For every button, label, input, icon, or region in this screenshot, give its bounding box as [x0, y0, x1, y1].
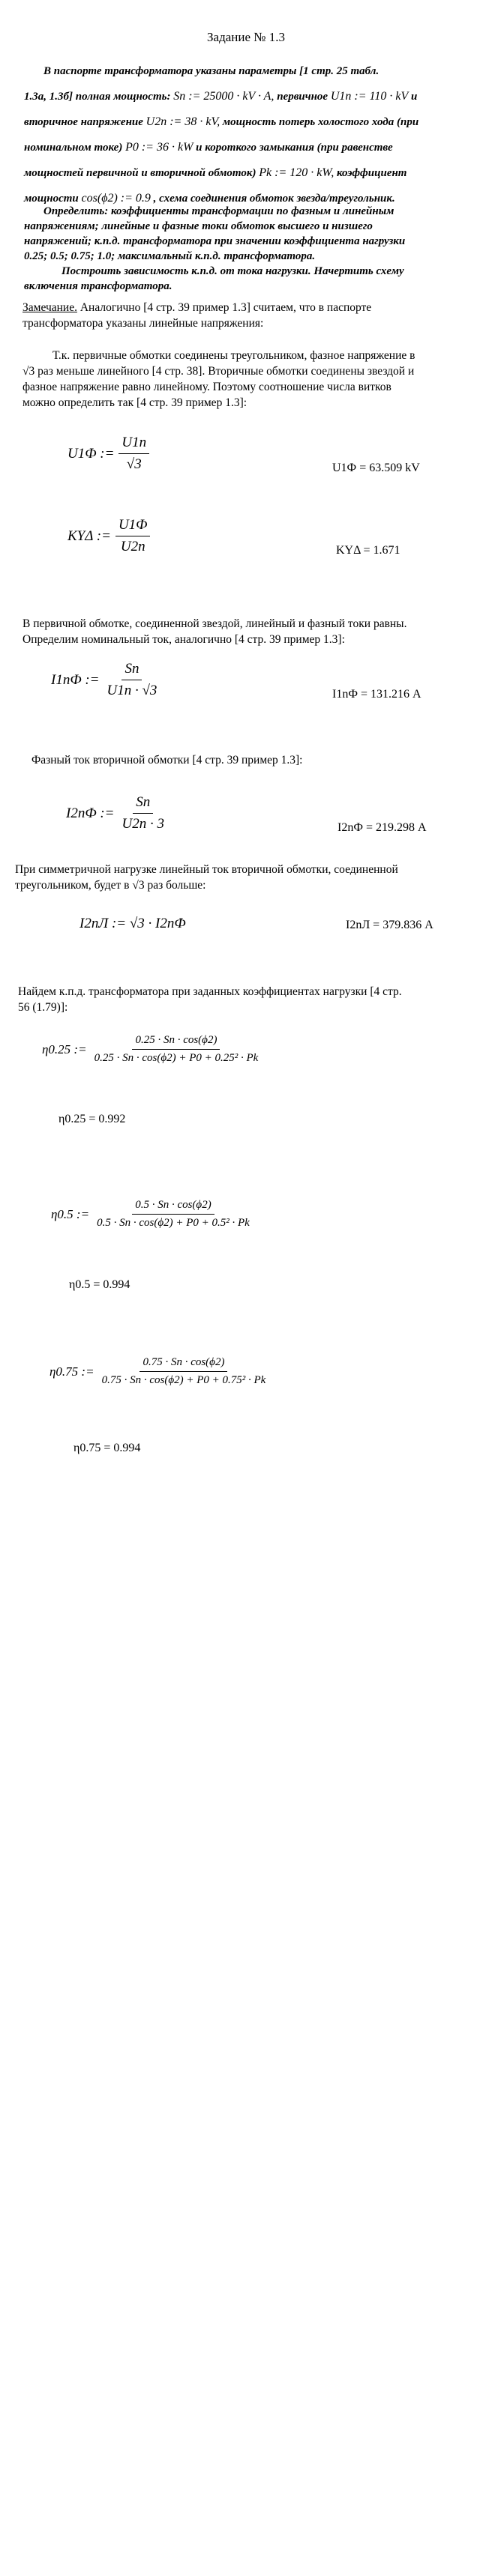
- u2n-definition: U2n := 38 · kV,: [146, 115, 220, 128]
- para2-line-1: В первичной обмотке, соединенной звездой, линейный и фазный токи равны.: [22, 617, 407, 630]
- fraction: [104, 661, 160, 699]
- sn-definition: Sn := 25000 · kV · A,: [173, 90, 274, 103]
- note-line-2: трансформатора указаны линейные напряжения:: [22, 317, 264, 330]
- task-line-4: [24, 135, 393, 160]
- task-text: и короткого замыкания (при равенстве: [196, 142, 393, 154]
- fraction-numerator: 0.25 · Sn · cos(ϕ2): [132, 1034, 220, 1050]
- para4-text: раз больше:: [144, 879, 206, 892]
- result-kyd: KYΔ = 1.671: [336, 544, 400, 557]
- note-text: Аналогично [4 стр. 39 пример 1.3] считаем, что в паспорте: [76, 301, 372, 314]
- result-i1nf: I1nФ = 131.216 A: [332, 688, 422, 701]
- equation-lhs: I1nФ :=: [51, 671, 100, 688]
- task-line-5: [24, 160, 406, 186]
- task-line-12: включения трансформатора.: [24, 280, 172, 292]
- task-text: коэффициент: [336, 167, 407, 179]
- fraction-numerator: U1n: [118, 435, 149, 454]
- fraction: [119, 794, 167, 832]
- result-eta-075: η0.75 = 0.994: [74, 1442, 141, 1454]
- equation-lhs: U1Ф :=: [68, 445, 115, 462]
- equation-eta-05: [51, 1199, 253, 1230]
- fraction-numerator: Sn: [133, 794, 153, 814]
- task-text: мощность потерь холостого хода (при: [222, 116, 419, 128]
- task-line-10: 0.25; 0.5; 0.75; 1.0; максимальный к.п.д. трансформатора.: [24, 250, 316, 262]
- fraction-denominator: √3: [126, 456, 142, 472]
- fraction-numerator: 0.5 · Sn · cos(ϕ2): [132, 1199, 214, 1215]
- task-line-3: [24, 109, 418, 135]
- para1-text: раз меньше линейного [4 стр. 38]. Вторичные обмотки соединены звездой и: [34, 365, 415, 378]
- fraction: [92, 1034, 262, 1065]
- task-line-9: напряжений; к.п.д. трансформатора при значении коэффициента нагрузки: [24, 235, 406, 247]
- result-i2nf: I2nФ = 219.298 A: [338, 821, 427, 834]
- cos-definition: cos(ϕ2) := 0.9: [81, 192, 151, 205]
- equation-i1nf: [51, 661, 160, 699]
- task-text: вторичное напряжение: [24, 116, 143, 128]
- pk-definition: Pk := 120 · kW,: [259, 166, 334, 179]
- note-line-1: [22, 300, 371, 315]
- task-line-2: [24, 84, 417, 109]
- equation-lhs: η0.5 :=: [51, 1206, 90, 1221]
- para4-line-2: [15, 877, 206, 893]
- result-eta-05: η0.5 = 0.994: [69, 1278, 130, 1291]
- equation-eta-025: [42, 1034, 261, 1065]
- sqrt3-symbol: √3: [22, 365, 35, 378]
- fraction: [116, 517, 151, 555]
- result-eta-025: η0.25 = 0.992: [58, 1113, 126, 1125]
- result-u1f: U1Ф = 63.509 kV: [332, 462, 420, 474]
- task-text: первичное: [277, 91, 328, 103]
- fraction: [94, 1199, 253, 1230]
- para5-line-1: Найдем к.п.д. трансформатора при заданных коэффициентах нагрузки [4 стр.: [18, 985, 402, 998]
- equation-kyd: [68, 517, 150, 555]
- fraction-denominator: 0.75 · Sn · cos(ϕ2) + P0 + 0.75² · Pk: [101, 1374, 266, 1386]
- equation-u1f: [68, 435, 149, 473]
- fraction: [99, 1356, 269, 1387]
- fraction-numerator: Sn: [122, 661, 142, 680]
- para1-line-1: Т.к. первичные обмотки соединены треугольником, фазное напряжение в: [52, 349, 416, 362]
- fraction: [118, 435, 149, 473]
- equation-i2nl: [80, 916, 186, 932]
- fraction-denominator: 0.25 · Sn · cos(ϕ2) + P0 + 0.25² · Pk: [94, 1052, 259, 1064]
- fraction-numerator: 0.75 · Sn · cos(ϕ2): [140, 1356, 227, 1372]
- para4-text: треугольником, будет в: [15, 879, 133, 892]
- result-i2nl: I2nЛ = 379.836 A: [346, 919, 434, 931]
- para1-line-3: фазное напряжение равно линейному. Поэтому соотношение числа витков: [22, 381, 392, 393]
- equation-lhs: η0.25 :=: [42, 1041, 87, 1056]
- task-text: номинальном токе): [24, 142, 123, 154]
- task-line-8: напряжениям; линейные и фазные токи обмоток высшего и низшего: [24, 220, 373, 232]
- equation-lhs: KYΔ :=: [68, 527, 111, 544]
- fraction-denominator: U2n · 3: [122, 816, 164, 832]
- task-line-7: Определить: коэффициенты трансформации по фазным и линейным: [44, 205, 394, 217]
- equation-expression: I2nЛ := √3 · I2nФ: [80, 916, 186, 931]
- para5-line-2: 56 (1.79)]:: [18, 1001, 68, 1014]
- para4-line-1: При симметричной нагрузке линейный ток вторичной обмотки, соединенной: [15, 863, 398, 876]
- para3-line-1: Фазный ток вторичной обмотки [4 стр. 39 пример 1.3]:: [32, 754, 303, 767]
- task-text: мощностей первичной и вторичной обмоток): [24, 167, 256, 179]
- task-text: 1.3а, 1.3б] полная мощность:: [24, 91, 171, 103]
- task-text: и: [410, 91, 418, 103]
- equation-lhs: η0.75 :=: [50, 1364, 94, 1379]
- task-text: , схема соединения обмоток звезда/треугольник.: [153, 193, 395, 205]
- task-text: мощности: [24, 193, 79, 205]
- equation-lhs: I2nФ :=: [66, 805, 115, 821]
- sqrt3-symbol: √3: [132, 879, 145, 892]
- u1n-definition: U1n := 110 · kV: [330, 90, 409, 103]
- fraction-denominator: U2n: [120, 539, 146, 554]
- fraction-numerator: U1Ф: [116, 517, 151, 536]
- p0-definition: P0 := 36 · kW: [125, 141, 194, 154]
- fraction-denominator: 0.5 · Sn · cos(ϕ2) + P0 + 0.5² · Pk: [97, 1217, 250, 1229]
- page-title: Задание № 1.3: [207, 30, 285, 44]
- equation-eta-075: [50, 1356, 268, 1387]
- task-line-1: В паспорте трансформатора указаны параметры [1 стр. 25 табл.: [44, 65, 380, 77]
- para1-line-2: [22, 363, 414, 379]
- para2-line-2: Определим номинальный ток, аналогично [4 стр. 39 пример 1.3]:: [22, 633, 345, 646]
- para1-line-4: можно определить так [4 стр. 39 пример 1.3]:: [22, 396, 248, 409]
- note-label: Замечание.: [22, 301, 77, 314]
- fraction-denominator: U1n · √3: [106, 683, 158, 698]
- equation-i2nf: [66, 794, 167, 832]
- task-line-11: Построить зависимость к.п.д. от тока нагрузки. Начертить схему: [62, 265, 404, 277]
